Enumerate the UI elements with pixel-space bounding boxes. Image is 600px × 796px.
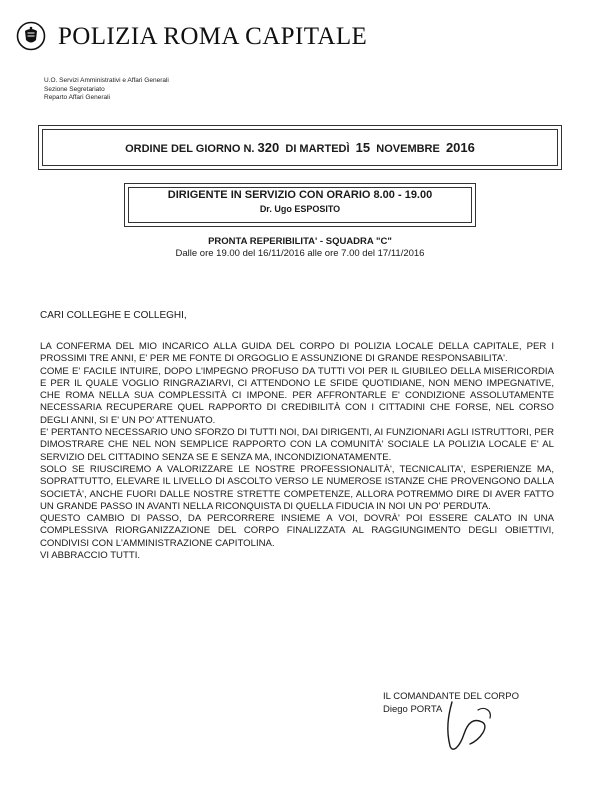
closing-name: Diego PORTA <box>383 703 443 715</box>
closing-title: IL COMANDANTE DEL CORPO <box>383 691 520 702</box>
order-day-text: DI MARTEDÌ <box>285 143 350 155</box>
order-number: 320 <box>257 140 280 155</box>
department-line: U.O. Servizi Amministrativi e Affari Generali <box>44 77 169 84</box>
order-day-number: 15 <box>355 140 371 155</box>
dirigente-name: Dr. Ugo ESPOSITO <box>259 204 341 214</box>
department-line: Reparto Affari Generali <box>44 94 110 101</box>
order-of-day-line <box>39 140 561 155</box>
dirigente-title: DIRIGENTE IN SERVIZIO CON ORARIO 8.00 - 19.00 <box>167 189 433 201</box>
reperibilita-dates: Dalle ore 19.00 del 16/11/2016 alle ore 7.00 del 17/11/2016 <box>175 248 425 259</box>
order-prefix: ORDINE DEL GIORNO N. <box>125 143 255 155</box>
order-month: NOVEMBRE <box>376 143 440 155</box>
letterhead <box>14 18 584 54</box>
letter-paragraph: COME E' FACILE INTUIRE, DOPO L'IMPEGNO PROFUSO DA TUTTI VOI PER IL GIUBILEO DELLA MISERICORDIA E PER IL QUALE VOGLIO RINGRAZIARVI, CI ATTENDONO LE SFIDE QUOTIDIANE, NON MENO IMPEGNATIVE, CHE ROMA NELLA SUA COMPLESSITÀ CI IMPONE. PER AFFRONTARLE E' CONDIZIONE ASSOLUTAMENTE NECESSARIA RECUPERARE QUEL RAPPORTO DI CREDIBILITÀ CON I CITTADINI CHE FORSE, NEL CORSO DEGLI ANNI, SI E' UN PO' ATTENUATO. <box>40 365 554 426</box>
reperibilita-title: PRONTA REPERIBILITA' - SQUADRA "C" <box>208 236 392 247</box>
letter-paragraph: SOLO SE RIUSCIREMO A VALORIZZARE LE NOSTRE PROFESSIONALITÀ', TECNICALITA', ESPERIENZE MA, SOPRATTUTTO, ELEVARE IL LIVELLO DI ASCOLTO VERSO LE NUMEROSE ISTANZE CHE PROVENGONO DALLA SOCIETÀ', ANCHE FUORI DALLE NOSTRE STRETTE COMPETENZE, ALLORA POTREMMO DIRE DI AVER FATTO UN GRANDE PASSO IN AVANTI NELLA RICONQUISTA DI QUELLA FIDUCIA IN NOI UN PO' PERDUTA. <box>40 463 554 512</box>
dirigente-box <box>124 183 476 227</box>
letter-paragraph: E' PERTANTO NECESSARIO UNO SFORZO DI TUTTI NOI, DAI DIRIGENTI, AI FUNZIONARI AGLI ISTRUTTORI, PER DIMOSTRARE CHE NEL NON SEMPLICE RAPPORTO CON LA COMUNITÀ' SOCIALE LA POLIZIA LOCALE E' AL SERVIZIO DEL CITTADINO SENZA SE E SENZA MA, INCONDIZIONATAMENTE. <box>40 427 554 463</box>
handwritten-signature <box>430 696 520 756</box>
department-line: Sezione Segretariato <box>44 85 105 93</box>
organization-name: POLIZIA ROMA CAPITALE <box>58 23 368 50</box>
letter-paragraph: LA CONFERMA DEL MIO INCARICO ALLA GUIDA DEL CORPO DI POLIZIA LOCALE DELLA CAPITALE, PER I PROSSIMI TRE ANNI, E' PER ME FONTE DI ORGOGLIO E ASSUNZIONE DI GRANDE RESPONSABILITA'. <box>40 341 554 365</box>
letter-paragraph: QUESTO CAMBIO DI PASSO, DA PERCORRERE INSIEME A VOI, DOVRÀ' POI ESSERE CALATO IN UNA COMPLESSIVA RIORGANIZZAZIONE DEL CORPO FINALIZZATA AL RAGGIUNGIMENTO DEGLI OBIETTIVI, CONDIVISI CON L'AMMINISTRAZIONE CAPITOLINA. <box>40 513 554 549</box>
letter-greeting: CARI COLLEGHE E COLLEGHI, <box>40 310 187 321</box>
coat-of-arms-icon <box>16 21 46 51</box>
letter-paragraph: VI ABBRACCIO TUTTI. <box>40 550 141 562</box>
department-block <box>44 77 169 103</box>
order-year: 2016 <box>445 140 475 155</box>
order-of-day-box <box>38 125 562 170</box>
letter-body <box>40 341 554 562</box>
